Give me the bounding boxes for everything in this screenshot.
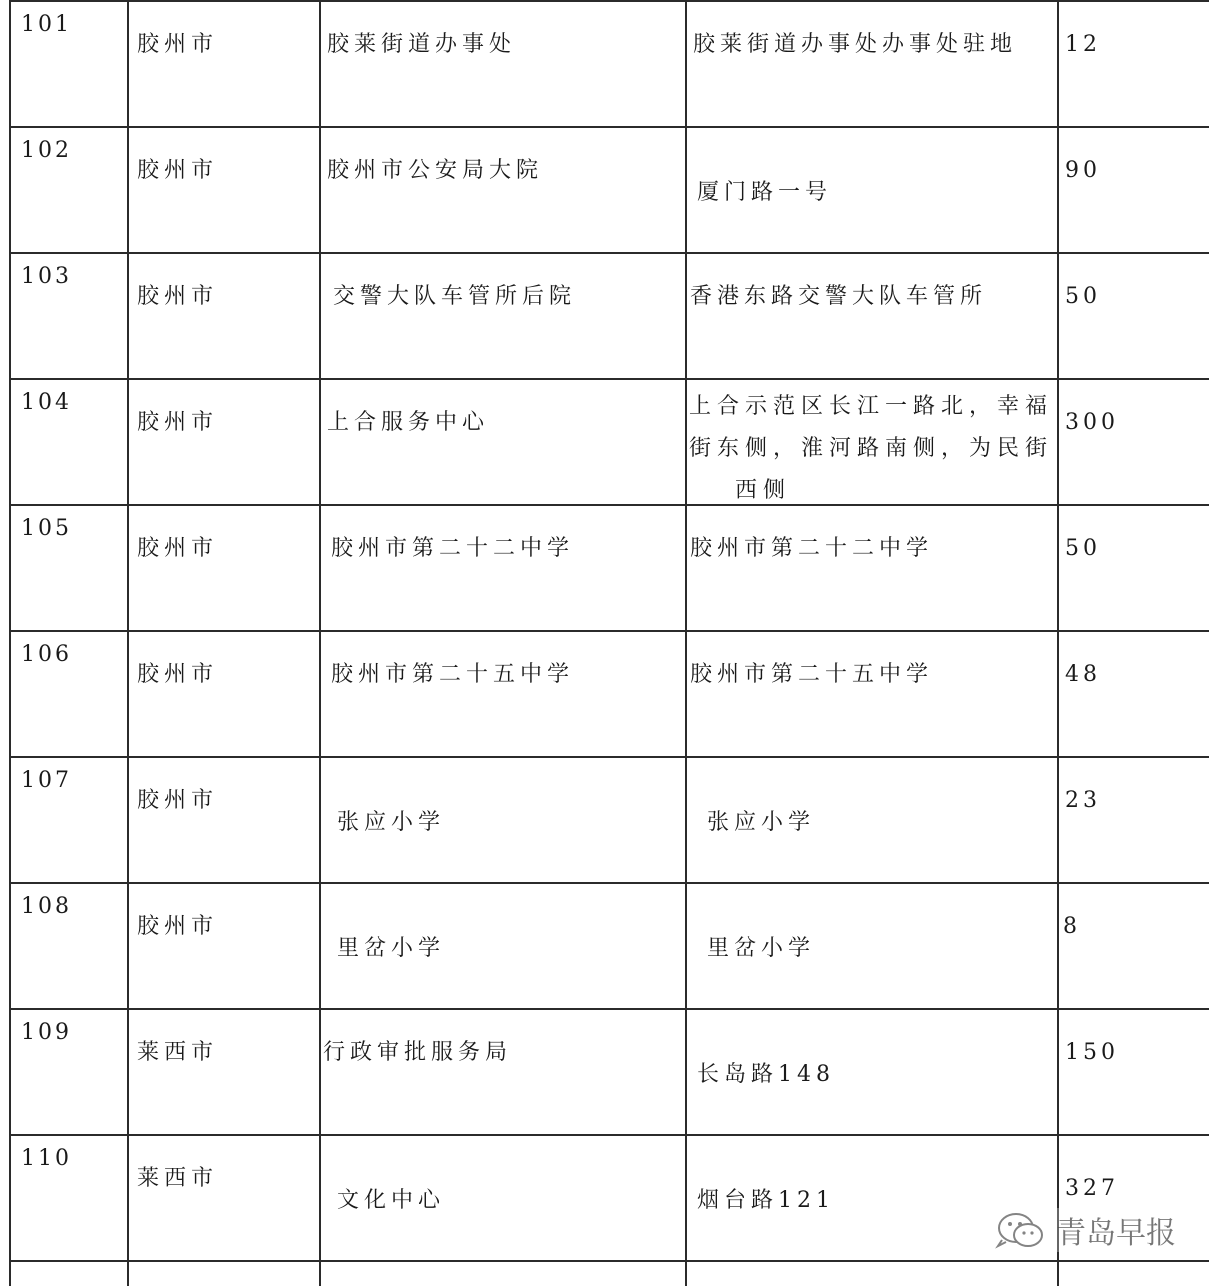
parking-site-table [9,0,1209,1286]
address-multiline [689,386,1055,512]
cell-capacity: 48 [1058,631,1209,757]
cell-site: 张应小学 [320,757,686,883]
cell-capacity: 8 [1058,883,1209,1009]
wechat-icon [994,1210,1048,1250]
cell-site: 胶州市第二十二中学 [320,505,686,631]
table-row [10,883,1209,1009]
table-row [10,757,1209,883]
cell-city: 胶州市 [128,505,320,631]
cell-capacity: 150 [1058,1009,1209,1135]
cell-number: 103 [10,253,128,379]
cell-address: 里岔小学 [686,883,1058,1009]
cell-address: 长岛路148 [686,1009,1058,1135]
address-line: 上合示范区长江一路北，幸福 [689,394,1054,419]
table-row-partial [10,1261,1209,1286]
cell-empty [320,1261,686,1286]
cell-address: 烟台路121 [686,1135,1058,1261]
cell-site: 里岔小学 [320,883,686,1009]
watermark-text: 青岛早报 [1056,1216,1176,1251]
newspaper-watermark [994,1208,1176,1252]
cell-site: 文化中心 [320,1135,686,1261]
cell-capacity: 90 [1058,127,1209,253]
address-line: 西侧 [735,478,792,503]
cell-number: 106 [10,631,128,757]
cell-number: 101 [10,1,128,127]
cell-number: 109 [10,1009,128,1135]
table-row [10,631,1209,757]
cell-city: 胶州市 [128,253,320,379]
cell-capacity: 327 [1058,1135,1209,1261]
cell-site: 胶州市公安局大院 [320,127,686,253]
cell-site: 胶莱街道办事处 [320,1,686,127]
cell-empty [686,1261,1058,1286]
cell-number: 104 [10,379,128,505]
cell-city: 胶州市 [128,379,320,505]
cell-site: 行政审批服务局 [320,1009,686,1135]
cell-number: 107 [10,757,128,883]
cell-address: 胶州市第二十五中学 [686,631,1058,757]
cell-city: 胶州市 [128,631,320,757]
table-row [10,1,1209,127]
table-row [10,1009,1209,1135]
table-row [10,379,1209,505]
cell-number: 102 [10,127,128,253]
cell-site: 上合服务中心 [320,379,686,505]
cell-city: 胶州市 [128,757,320,883]
cell-number: 110 [10,1135,128,1261]
cell-capacity: 12 [1058,1,1209,127]
cell-city: 莱西市 [128,1009,320,1135]
cell-address: 胶莱街道办事处办事处驻地 [686,1,1058,127]
table-row [10,253,1209,379]
cell-site: 交警大队车管所后院 [320,253,686,379]
cell-address [686,379,1058,505]
cell-capacity: 300 [1058,379,1209,505]
cell-empty [10,1261,128,1286]
cell-number: 105 [10,505,128,631]
table-row [10,127,1209,253]
cell-address: 香港东路交警大队车管所 [686,253,1058,379]
cell-capacity: 50 [1058,505,1209,631]
table-container [9,0,1209,1286]
cell-city: 胶州市 [128,1,320,127]
address-line: 街东侧，淮河路南侧，为民街 [689,436,1054,461]
table-row [10,505,1209,631]
cell-city: 胶州市 [128,883,320,1009]
cell-site: 胶州市第二十五中学 [320,631,686,757]
cell-capacity: 50 [1058,253,1209,379]
cell-city: 胶州市 [128,127,320,253]
cell-capacity: 23 [1058,757,1209,883]
cell-address: 胶州市第二十二中学 [686,505,1058,631]
cell-address: 厦门路一号 [686,127,1058,253]
cell-empty [1058,1261,1209,1286]
cell-empty [128,1261,320,1286]
cell-address: 张应小学 [686,757,1058,883]
cell-number: 108 [10,883,128,1009]
cell-city: 莱西市 [128,1135,320,1261]
